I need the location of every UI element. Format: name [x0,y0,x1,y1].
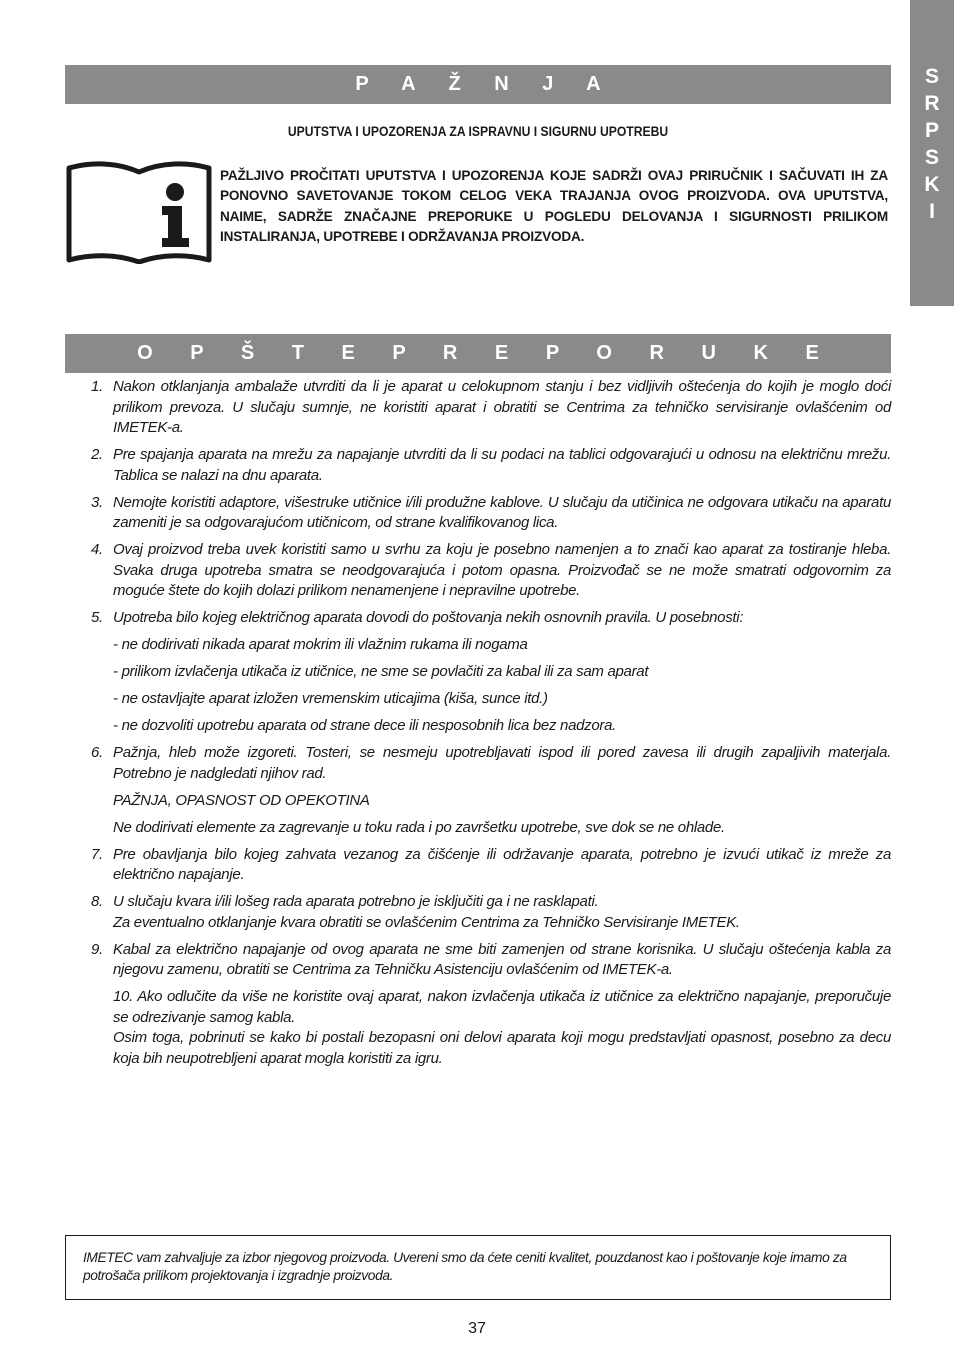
sub-rule: - prilikom izvlačenja utikača iz utičnice, ne sme se povlačiti za kabal ili za sam aparat [113,663,649,680]
item-text: Pre obavljanja bilo kojeg zahvata vezanog za čišćenje ili održavanje aparata, potrebno je izvući utikač iz mreže za električno napajanje. [113,845,891,883]
item-text: Pažnja, hleb može izgoreti. Tosteri, se nesmeju upotrebljavati ispod ili pored zavesa ili drugih zapaljivih materjala. Potrebno je nadgledati njihov rad. [113,744,891,782]
language-side-tab [910,0,954,306]
sub-rule: - ne dodirivati nikada aparat mokrim ili vlažnim rukama ili nogama [113,636,528,653]
item-ten-text: 10. Ako odlučite da više ne koristite ovaj aparat, nakon izvlačenja utikača iz utičnice za električno napajanje, preporučuje se odrezivanje samog kabla. [113,988,891,1026]
item-text: Nemojte koristiti adaptore, višestruke utičnice i/ili produžne kablove. U slučaju da utičinica ne odgovara utikaču na aparatu zameniti je sa odgovarajućom utičnicom, od strane kvalifikovanog lica. [113,493,891,531]
item-number: 3. [91,493,103,511]
list-item [65,608,891,737]
side-tab-letter: S [924,146,939,169]
footer-note: IMETEC vam zahvaljuje za izbor njegovog proizvoda. Uvereni smo da ćete ceniti kvalitet, pouzdanost kao i poštovanje koje imamo za potrošača prilikom projektovanja i izgradnje proizvoda. [83,1250,847,1283]
item-number: 8. [91,893,103,910]
item-text: Ovaj proizvod treba uvek koristiti samo u svrhu za koju je posebno namenjen a to znači kao aparat za tostiranje hleba. Svaka druga upotreba smatra se neodgovarajuća i potom opasna. Proizvođač se ne može smatrati odgovornim za moguće štete do kojih dolazi prilikom nenamenjene i nepravilne upotrebe. [113,541,891,599]
sub-rule: - ne dozvoliti upotrebu aparata od strane dece ili nesposobnih lica bez nadzora. [113,717,617,734]
side-tab-letter: P [924,119,939,142]
list-item [65,377,891,439]
item-text: Kabal za električno napajanje od ovog aparata ne sme biti zamenjen od strane korisnika. U slučaju oštećenja kabla za njegovu zamenu, obratiti se Centrima za Tehničku Asistenciju ovlašćenim od IMETEK-a. [113,940,891,978]
item-number: 1. [91,378,103,395]
item-number: 6. [91,744,103,761]
list-item [65,540,891,602]
list-item [65,445,891,486]
item-number: 5. [91,609,103,626]
side-tab-letter: R [924,92,940,115]
warning-heading: PAŽNJA, OPASNOST OD OPEKOTINA [113,791,370,809]
attention-intro-text: PAŽLJIVO PROČITATI UPUTSTVA I UPOZORENJA KOJE SADRŽI OVAJ PRIRUČNIK I SAČUVATI IH ZA PONOVNO SAVETOVANJE TOKOM CELOG VEKA TRAJANJA OVOG PROIZVODA. OVA UPUTSTVA, NAIME, SADRŽE ZNAČAJNE PREPORUKE U POGLEDU DELOVANJA I SIGURNOSTI PRILIKOM INSTALIRANJA, UPOTREBE I ODRŽAVANJA PROIZVODA. [220,168,888,245]
item-ten-text-continued: Osim toga, pobrinuti se kako bi postali bezopasni oni delovi aparata koji mogu predstavljati opasnost, posebno za decu koja bih neupotrebljeni aparat mogla koristiti za igru. [113,1029,891,1067]
warning-text: Ne dodirivati elemente za zagrevanje u toku rada i po završetku upotrebe, sve dok se ne ohlade. [113,818,725,836]
list-item [65,940,891,1070]
list-item [65,493,891,534]
list-item [65,892,891,933]
sub-rule: - ne ostavljajte aparat izložen vremenskim uticajima (kiša, sunce itd.) [113,690,548,707]
list-item [65,845,891,886]
list-item [65,743,891,838]
side-tab-letter: K [924,173,940,196]
item-number: 9. [91,940,103,958]
info-book-icon [66,158,212,264]
recommendations-list [65,377,891,1076]
attention-banner: P A Ž N J A [65,65,891,104]
side-tab-letter: I [929,200,935,223]
item-number: 7. [91,845,103,863]
item-text: U slučaju kvara i/ili lošeg rada aparata potrebno je isključiti ga i ne rasklapati. [113,893,599,910]
item-number: 4. [91,541,103,558]
page-number: 37 [468,1320,486,1337]
item-number: 2. [91,446,103,463]
footer-note-box [65,1235,891,1300]
item-text: Pre spajanja aparata na mrežu za napajanje utvrditi da li su podaci na tablici odgovarajući u odnosu na električnu mrežu. Tablica se nalazi na dnu aparata. [113,446,891,484]
item-text-continued: Za eventualno otklanjanje kvara obratiti se ovlašćenim Centrima za Tehničko Servisiranje IMETEK. [113,913,740,931]
item-text: Upotreba bilo kojeg električnog aparata dovodi do poštovanja nekih osnovnih pravila. U posebnosti: [113,609,744,626]
item-text: Nakon otklanjanja ambalaže utvrditi da li je aparat u celokupnom stanju i bez vidljivih oštećenja do kojih je moglo doći prilikom prevoza. U slučaju sumnje, ne koristiti aparat i obratiti se Centrima za tehničko servisiranje ovlašćenim od IMETEK-a. [113,378,891,436]
general-recommendations-banner: O P Š T E P R E P O R U K E [65,334,891,373]
attention-subtitle: UPUTSTVA I UPOZORENJA ZA ISPRAVNU I SIGURNU UPOTREBU [287,124,669,139]
side-tab-letter: S [924,65,939,88]
